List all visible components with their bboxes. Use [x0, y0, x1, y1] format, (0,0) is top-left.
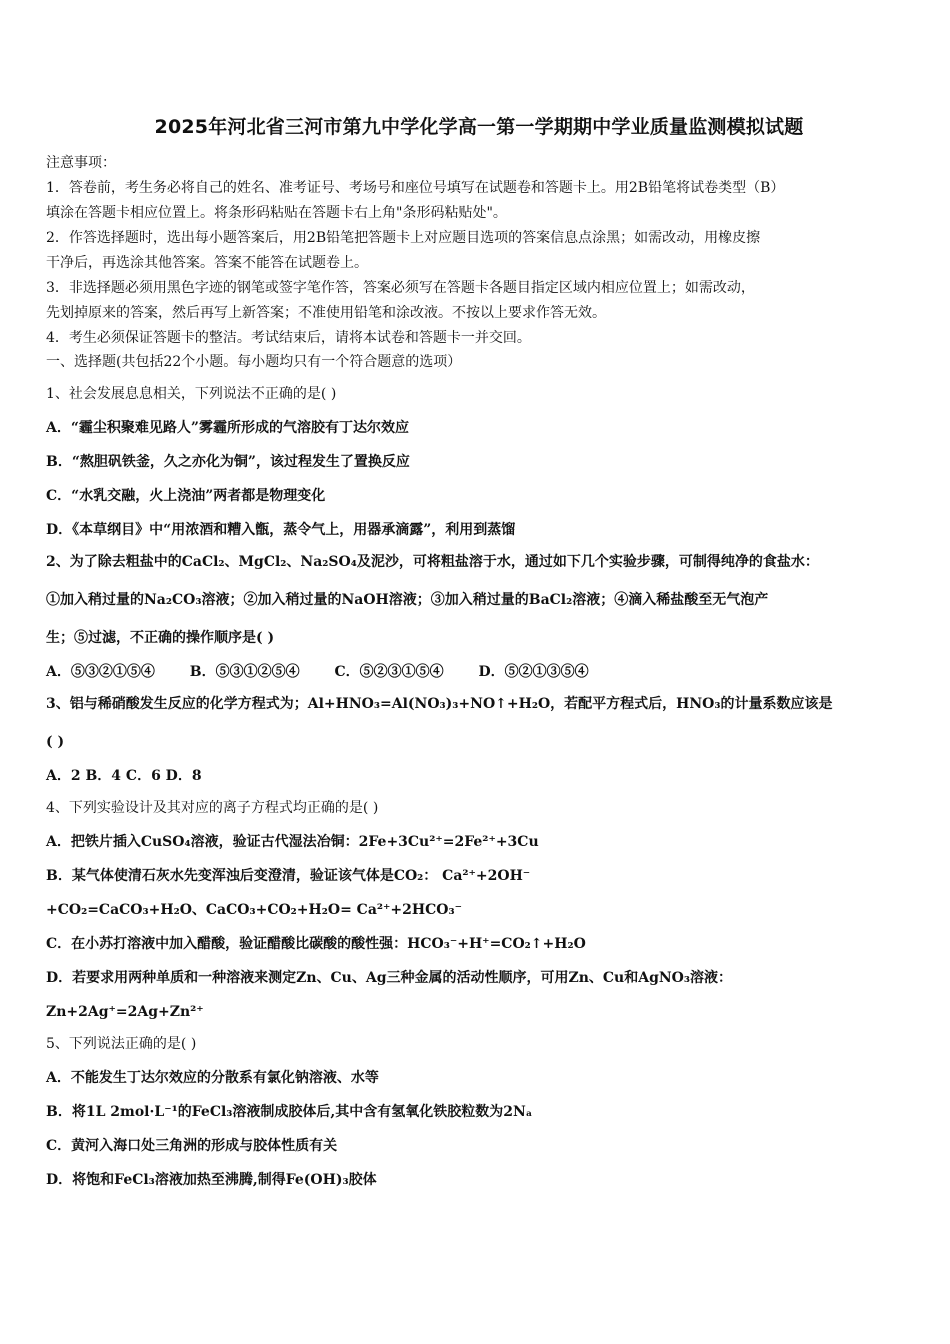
notice-line: 3．非选择题必须用黑色字迹的钢笔或签字笔作答，答案必须写在答题卡各题目指定区域内相应位置上；如需改动，: [46, 280, 755, 296]
question-3-options: A．2 B．4 C．6 D．8: [46, 768, 202, 784]
question-2-option-b: B．⑤③①②⑤④: [189, 664, 300, 680]
question-4-option-b: B．某气体使清石灰水先变浑浊后变澄清，验证该气体是CO₂： Ca²⁺+2OH⁻: [46, 868, 531, 884]
question-2-option-a: A．⑤③②①⑤④: [46, 664, 155, 680]
question-4-option-b-cont: +CO₂=CaCO₃+H₂O、CaCO₃+CO₂+H₂O= Ca²⁺+2HCO₃⁻: [46, 902, 462, 918]
question-1-option-d: D．《本草纲目》中“用浓酒和糟入甑，蒸令气上，用器承滴露”，利用到蒸馏: [46, 522, 516, 538]
question-3-stem-cont: ( ): [46, 734, 65, 750]
question-4-option-d-cont: Zn+2Ag⁺=2Ag+Zn²⁺: [46, 1004, 204, 1020]
question-5-stem: 5、下列说法正确的是( ): [46, 1036, 197, 1052]
exam-page: [46, 112, 912, 1191]
question-2-options: [46, 661, 912, 683]
question-1-stem: 1、社会发展息息相关，下列说法不正确的是( ): [46, 386, 337, 402]
notice-line: 2．作答选择题时，选出每小题答案后，用2B铅笔把答题卡上对应题目选项的答案信息点涂黑；如需改动，用橡皮擦: [46, 230, 761, 246]
question-3-stem: 3、铝与稀硝酸发生反应的化学方程式为；Al+HNO₃=Al(NO₃)₃+NO↑+H₂O，若配平方程式后，HNO₃的计量系数应该是: [46, 696, 833, 712]
question-5-option-d: D．将饱和FeCl₃溶液加热至沸腾,制得Fe(OH)₃胶体: [46, 1172, 377, 1188]
notice-line: 4．考生必须保证答题卡的整洁。考试结束后，请将本试卷和答题卡一并交回。: [46, 330, 531, 346]
notice-heading: 注意事项：: [46, 155, 116, 171]
question-2-stem-cont: ①加入稍过量的Na₂CO₃溶液；②加入稍过量的NaOH溶液；③加入稍过量的BaCl₂溶液；④滴入稀盐酸至无气泡产: [46, 592, 769, 608]
question-2-stem: 2、为了除去粗盐中的CaCl₂、MgCl₂、Na₂SO₄及泥沙，可将粗盐溶于水，通过如下几个实验步骤，可制得纯净的食盐水：: [46, 554, 819, 570]
notice-line: 1．答卷前，考生务必将自己的姓名、准考证号、考场号和座位号填写在试题卷和答题卡上。用2B铅笔将试卷类型（B）: [46, 180, 785, 196]
question-4-stem: 4、下列实验设计及其对应的离子方程式均正确的是( ): [46, 800, 379, 816]
page-title: 2025年河北省三河市第九中学化学高一第一学期期中学业质量监测模拟试题: [154, 116, 804, 138]
question-1-option-b: B．“熬胆矾铁釜，久之亦化为铜”，该过程发生了置换反应: [46, 454, 410, 470]
question-1-option-a: A．“霾尘积聚难见路人”雾霾所形成的气溶胶有丁达尔效应: [46, 420, 409, 436]
question-5-option-c: C．黄河入海口处三角洲的形成与胶体性质有关: [46, 1138, 338, 1154]
notice-line: 干净后，再选涂其他答案。答案不能答在试题卷上。: [46, 255, 368, 271]
question-4-option-a: A．把铁片插入CuSO₄溶液，验证古代湿法冶铜：2Fe+3Cu²⁺=2Fe²⁺+3Cu: [46, 834, 539, 850]
question-2-stem-cont: 生；⑤过滤，不正确的操作顺序是( ): [46, 630, 275, 646]
question-1-option-c: C．“水乳交融，火上浇油”两者都是物理变化: [46, 488, 326, 504]
notice-line: 填涂在答题卡相应位置上。将条形码粘贴在答题卡右上角"条形码粘贴处"。: [46, 205, 507, 221]
notice-line: 先划掉原来的答案，然后再写上新答案；不准使用铅笔和涂改液。不按以上要求作答无效。: [46, 305, 606, 321]
question-5-option-b: B．将1L 2mol·L⁻¹的FeCl₃溶液制成胶体后,其中含有氢氧化铁胶粒数为2Nₐ: [46, 1104, 533, 1120]
question-5-option-a: A．不能发生丁达尔效应的分散系有氯化钠溶液、水等: [46, 1070, 379, 1086]
question-4-option-c: C．在小苏打溶液中加入醋酸，验证醋酸比碳酸的酸性强：HCO₃⁻+H⁺=CO₂↑+H₂O: [46, 936, 586, 952]
question-4-option-d: D．若要求用两种单质和一种溶液来测定Zn、Cu、Ag三种金属的活动性顺序，可用Zn、Cu和AgNO₃溶液：: [46, 970, 733, 986]
notice-block: [46, 151, 912, 351]
section-title: 一、选择题(共包括22个小题。每小题均只有一个符合题意的选项）: [46, 354, 462, 370]
question-2-option-d: D．⑤②①③⑤④: [478, 664, 589, 680]
question-2-option-c: C．⑤②③①⑤④: [334, 664, 444, 680]
